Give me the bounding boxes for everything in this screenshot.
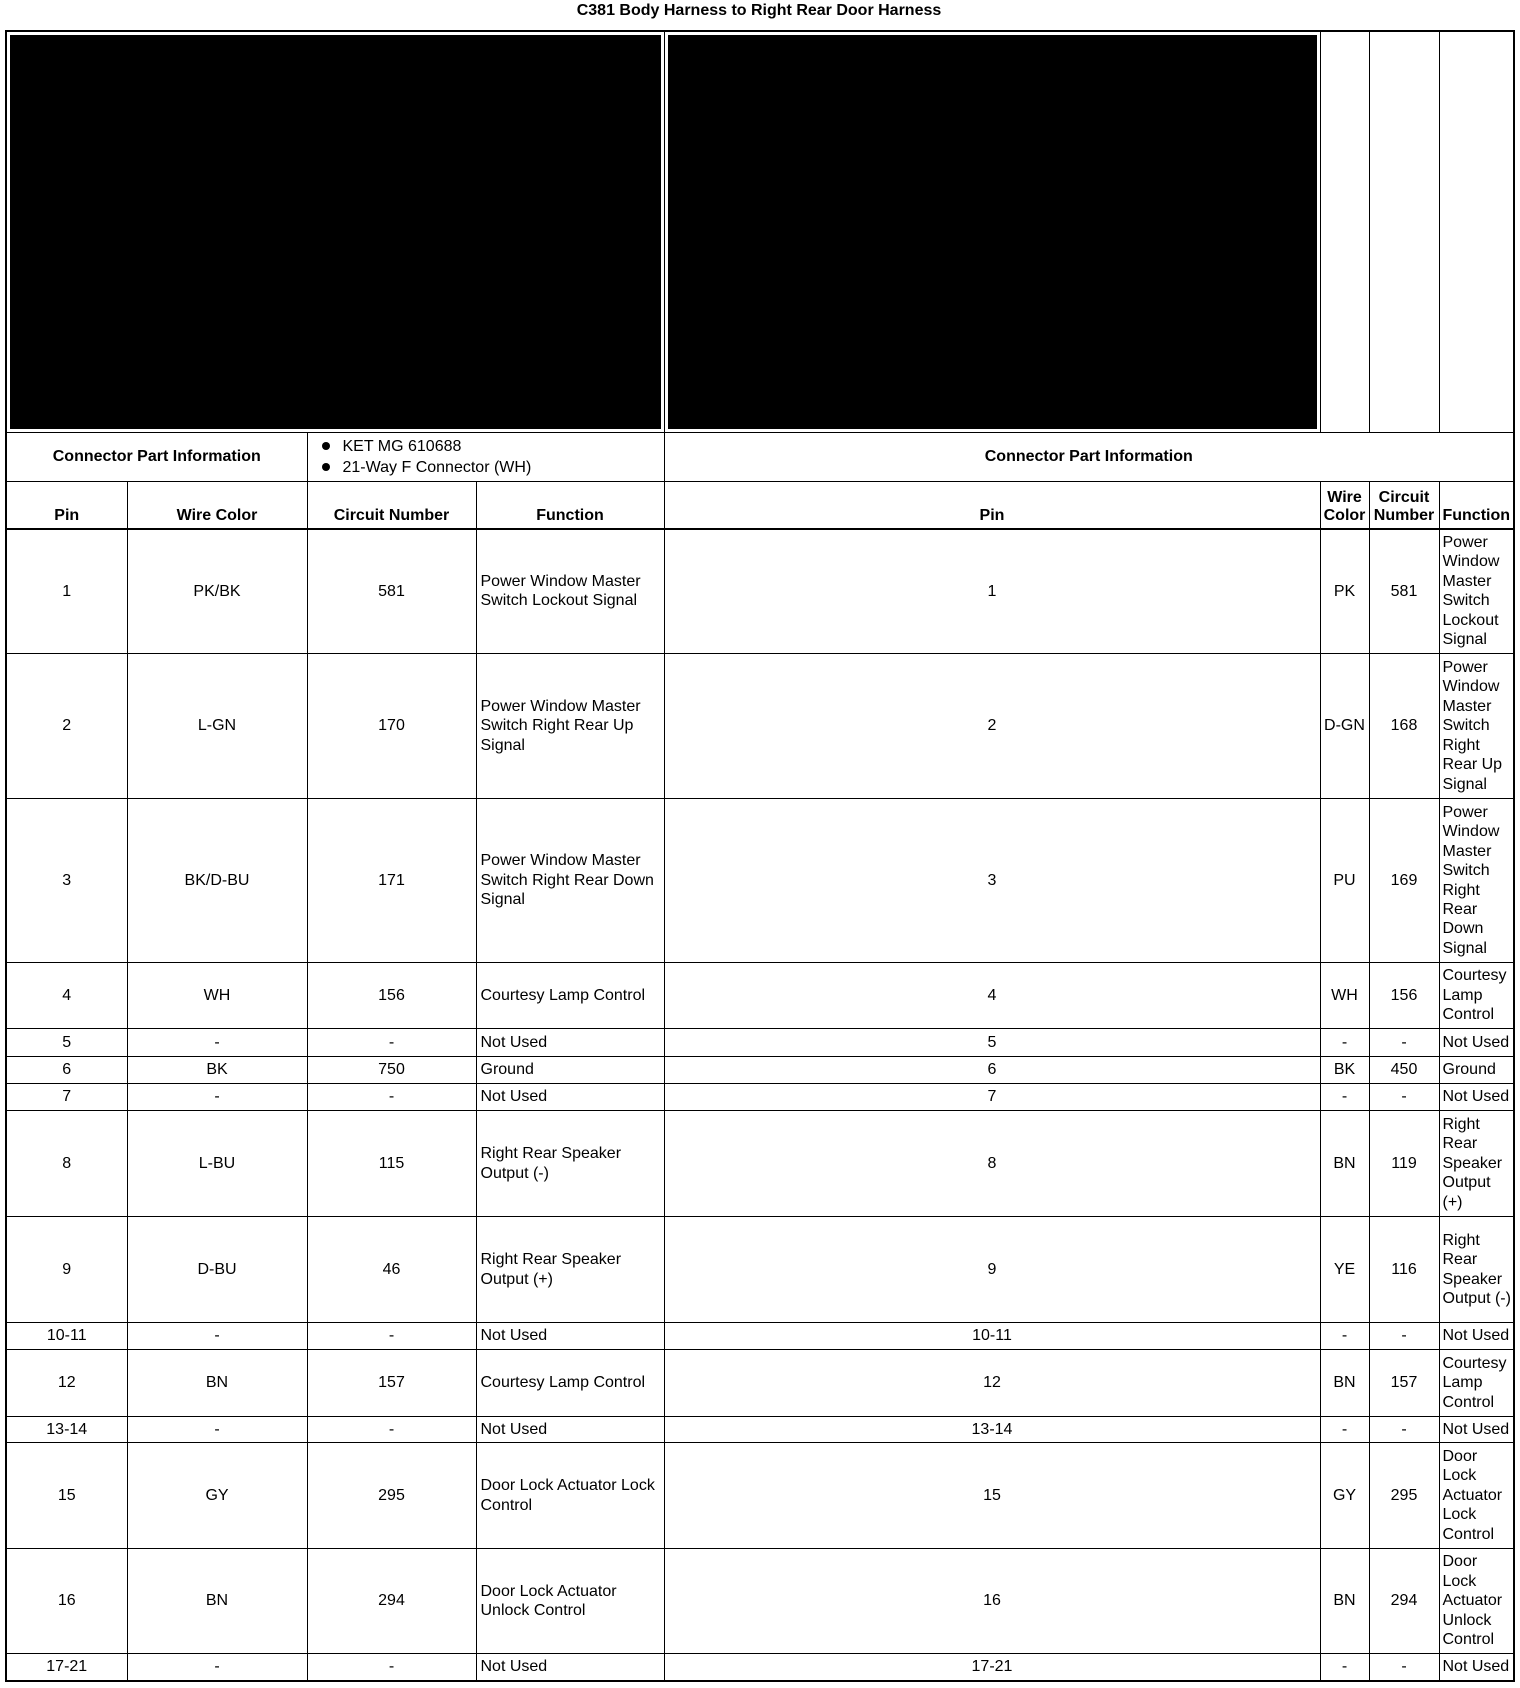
left-wire-color: PK/BK (127, 529, 307, 654)
table-row (6, 1417, 1514, 1443)
right-function: Power Window Master Switch Right Rear Up Signal (1439, 654, 1514, 799)
list-item (322, 436, 664, 457)
right-circuit-number: - (1369, 1654, 1439, 1681)
left-function: Power Window Master Switch Right Rear Up Signal (476, 654, 664, 799)
connector-image-row (6, 31, 1514, 433)
right-wire-color: WH (1320, 963, 1369, 1029)
left-function: Courtesy Lamp Control (476, 1350, 664, 1417)
left-pin: 13-14 (6, 1417, 127, 1443)
blank-cell (1320, 31, 1369, 433)
right-pin: 1 (664, 529, 1320, 654)
left-wire-color: - (127, 1417, 307, 1443)
left-pin: 2 (6, 654, 127, 799)
right-circuit-number: - (1369, 1323, 1439, 1350)
right-wire-color: BK (1320, 1057, 1369, 1084)
right-pin: 13-14 (664, 1417, 1320, 1443)
bullet-icon (322, 463, 330, 471)
left-circuit-number: 750 (307, 1057, 476, 1084)
table-row (6, 654, 1514, 799)
right-function: Not Used (1439, 1417, 1514, 1443)
right-pin: 12 (664, 1350, 1320, 1417)
table-row (6, 1057, 1514, 1084)
right-pin-header: Pin (664, 482, 1320, 529)
right-pin: 3 (664, 799, 1320, 963)
left-wire-color: D-BU (127, 1217, 307, 1323)
table-row (6, 1350, 1514, 1417)
right-circuit-number: 168 (1369, 654, 1439, 799)
left-pin: 16 (6, 1549, 127, 1654)
bullet-icon (322, 442, 330, 450)
right-wire-color: BN (1320, 1350, 1369, 1417)
left-pin: 17-21 (6, 1654, 127, 1681)
right-function: Right Rear Speaker Output (-) (1439, 1217, 1514, 1323)
left-circuit-number: 170 (307, 654, 476, 799)
left-function-header: Function (476, 482, 664, 529)
left-connector-image-cell (6, 31, 664, 433)
table-row (6, 799, 1514, 963)
left-function: Right Rear Speaker Output (-) (476, 1111, 664, 1217)
left-function: Courtesy Lamp Control (476, 963, 664, 1029)
left-function: Right Rear Speaker Output (+) (476, 1217, 664, 1323)
blank-cell (1369, 31, 1439, 433)
right-wire-color: PU (1320, 799, 1369, 963)
right-pin: 4 (664, 963, 1320, 1029)
right-circuit-number: 119 (1369, 1111, 1439, 1217)
left-pin: 3 (6, 799, 127, 963)
left-function: Power Window Master Switch Lockout Signal (476, 529, 664, 654)
right-connector-face-image (668, 35, 1317, 429)
right-wire-color: BN (1320, 1111, 1369, 1217)
left-pin: 10-11 (6, 1323, 127, 1350)
right-circuit-number: 116 (1369, 1217, 1439, 1323)
left-part-info-label: Connector Part Information (6, 433, 307, 482)
page-title: C381 Body Harness to Right Rear Door Harness (576, 2, 942, 19)
right-function: Courtesy Lamp Control (1439, 1350, 1514, 1417)
right-pin: 9 (664, 1217, 1320, 1323)
left-function: Not Used (476, 1417, 664, 1443)
left-circuit-number: 294 (307, 1549, 476, 1654)
left-pin: 6 (6, 1057, 127, 1084)
left-wire-color: GY (127, 1443, 307, 1549)
connector-part-info-row (6, 433, 1514, 482)
left-function: Power Window Master Switch Right Rear Down Signal (476, 799, 664, 963)
left-circuit-number: 581 (307, 529, 476, 654)
left-circuit-number: - (307, 1029, 476, 1057)
right-wire-color: GY (1320, 1443, 1369, 1549)
left-function: Door Lock Actuator Unlock Control (476, 1549, 664, 1654)
right-pin: 2 (664, 654, 1320, 799)
left-pin: 15 (6, 1443, 127, 1549)
table-row (6, 1549, 1514, 1654)
right-pin: 5 (664, 1029, 1320, 1057)
left-circuit-number: 157 (307, 1350, 476, 1417)
right-function: Power Window Master Switch Lockout Signal (1439, 529, 1514, 654)
left-pin: 4 (6, 963, 127, 1029)
table-row (6, 963, 1514, 1029)
left-wire-color: - (127, 1323, 307, 1350)
left-circuit-number: - (307, 1654, 476, 1681)
right-pin: 7 (664, 1084, 1320, 1111)
right-connector-image-cell (664, 31, 1320, 433)
right-function: Right Rear Speaker Output (+) (1439, 1111, 1514, 1217)
right-wire-color: D-GN (1320, 654, 1369, 799)
right-wire-color: - (1320, 1417, 1369, 1443)
right-circuit-number-header: Circuit Number (1369, 482, 1439, 529)
right-circuit-number: 157 (1369, 1350, 1439, 1417)
blank-cell (1439, 31, 1514, 433)
left-function: Door Lock Actuator Lock Control (476, 1443, 664, 1549)
left-pin-header: Pin (6, 482, 127, 529)
right-circuit-number: 581 (1369, 529, 1439, 654)
right-pin: 10-11 (664, 1323, 1320, 1350)
left-pin: 9 (6, 1217, 127, 1323)
right-wire-color: YE (1320, 1217, 1369, 1323)
table-row (6, 1111, 1514, 1217)
table-row (6, 1084, 1514, 1111)
left-circuit-number: 156 (307, 963, 476, 1029)
connector-pinout-table (5, 30, 1515, 1682)
part-number: KET MG 610688 (342, 438, 462, 455)
right-wire-color: - (1320, 1654, 1369, 1681)
table-row (6, 1029, 1514, 1057)
right-function: Power Window Master Switch Right Rear Down Signal (1439, 799, 1514, 963)
left-circuit-number: 46 (307, 1217, 476, 1323)
left-circuit-number: - (307, 1323, 476, 1350)
left-circuit-number: 171 (307, 799, 476, 963)
left-pin: 12 (6, 1350, 127, 1417)
right-function: Not Used (1439, 1029, 1514, 1057)
right-function: Door Lock Actuator Lock Control (1439, 1443, 1514, 1549)
left-circuit-number: - (307, 1417, 476, 1443)
column-header-row (6, 482, 1514, 529)
left-function: Not Used (476, 1029, 664, 1057)
left-pin: 8 (6, 1111, 127, 1217)
right-circuit-number: 169 (1369, 799, 1439, 963)
right-wire-color: - (1320, 1029, 1369, 1057)
left-wire-color: BN (127, 1350, 307, 1417)
left-wire-color: L-GN (127, 654, 307, 799)
left-function: Not Used (476, 1084, 664, 1111)
table-row (6, 1654, 1514, 1681)
right-function: Not Used (1439, 1084, 1514, 1111)
left-wire-color: - (127, 1029, 307, 1057)
right-function: Courtesy Lamp Control (1439, 963, 1514, 1029)
left-circuit-number: 295 (307, 1443, 476, 1549)
right-function-header: Function (1439, 482, 1514, 529)
right-pin: 8 (664, 1111, 1320, 1217)
right-function: Door Lock Actuator Unlock Control (1439, 1549, 1514, 1654)
right-circuit-number: - (1369, 1029, 1439, 1057)
right-circuit-number: 294 (1369, 1549, 1439, 1654)
list-item (322, 457, 664, 478)
right-wire-color: BN (1320, 1549, 1369, 1654)
right-circuit-number: 156 (1369, 963, 1439, 1029)
right-wire-color: PK (1320, 529, 1369, 654)
left-wire-color: WH (127, 963, 307, 1029)
left-function: Not Used (476, 1323, 664, 1350)
right-function: Not Used (1439, 1323, 1514, 1350)
left-connector-face-image (10, 35, 661, 429)
left-wire-color: BN (127, 1549, 307, 1654)
right-wire-color: - (1320, 1323, 1369, 1350)
left-wire-color: L-BU (127, 1111, 307, 1217)
table-row (6, 1443, 1514, 1549)
right-function: Not Used (1439, 1654, 1514, 1681)
right-circuit-number: - (1369, 1417, 1439, 1443)
left-wire-color: BK/D-BU (127, 799, 307, 963)
right-circuit-number: 295 (1369, 1443, 1439, 1549)
right-part-info-label: Connector Part Information (664, 433, 1514, 482)
right-pin: 6 (664, 1057, 1320, 1084)
right-circuit-number: - (1369, 1084, 1439, 1111)
left-pin: 7 (6, 1084, 127, 1111)
table-row (6, 529, 1514, 654)
left-wire-color: BK (127, 1057, 307, 1084)
table-row (6, 1323, 1514, 1350)
connector-type: 21-Way F Connector (WH) (342, 459, 532, 476)
right-pin: 16 (664, 1549, 1320, 1654)
left-function: Not Used (476, 1654, 664, 1681)
right-function: Ground (1439, 1057, 1514, 1084)
left-circuit-number-header: Circuit Number (307, 482, 476, 529)
left-circuit-number: 115 (307, 1111, 476, 1217)
left-pin: 1 (6, 529, 127, 654)
left-part-info-list (307, 433, 664, 482)
left-wire-color: - (127, 1654, 307, 1681)
left-wire-color-header: Wire Color (127, 482, 307, 529)
left-function: Ground (476, 1057, 664, 1084)
right-wire-color-header: Wire Color (1320, 482, 1369, 529)
left-wire-color: - (127, 1084, 307, 1111)
table-row (6, 1217, 1514, 1323)
left-pin: 5 (6, 1029, 127, 1057)
right-pin: 15 (664, 1443, 1320, 1549)
right-circuit-number: 450 (1369, 1057, 1439, 1084)
left-circuit-number: - (307, 1084, 476, 1111)
right-pin: 17-21 (664, 1654, 1320, 1681)
right-wire-color: - (1320, 1084, 1369, 1111)
